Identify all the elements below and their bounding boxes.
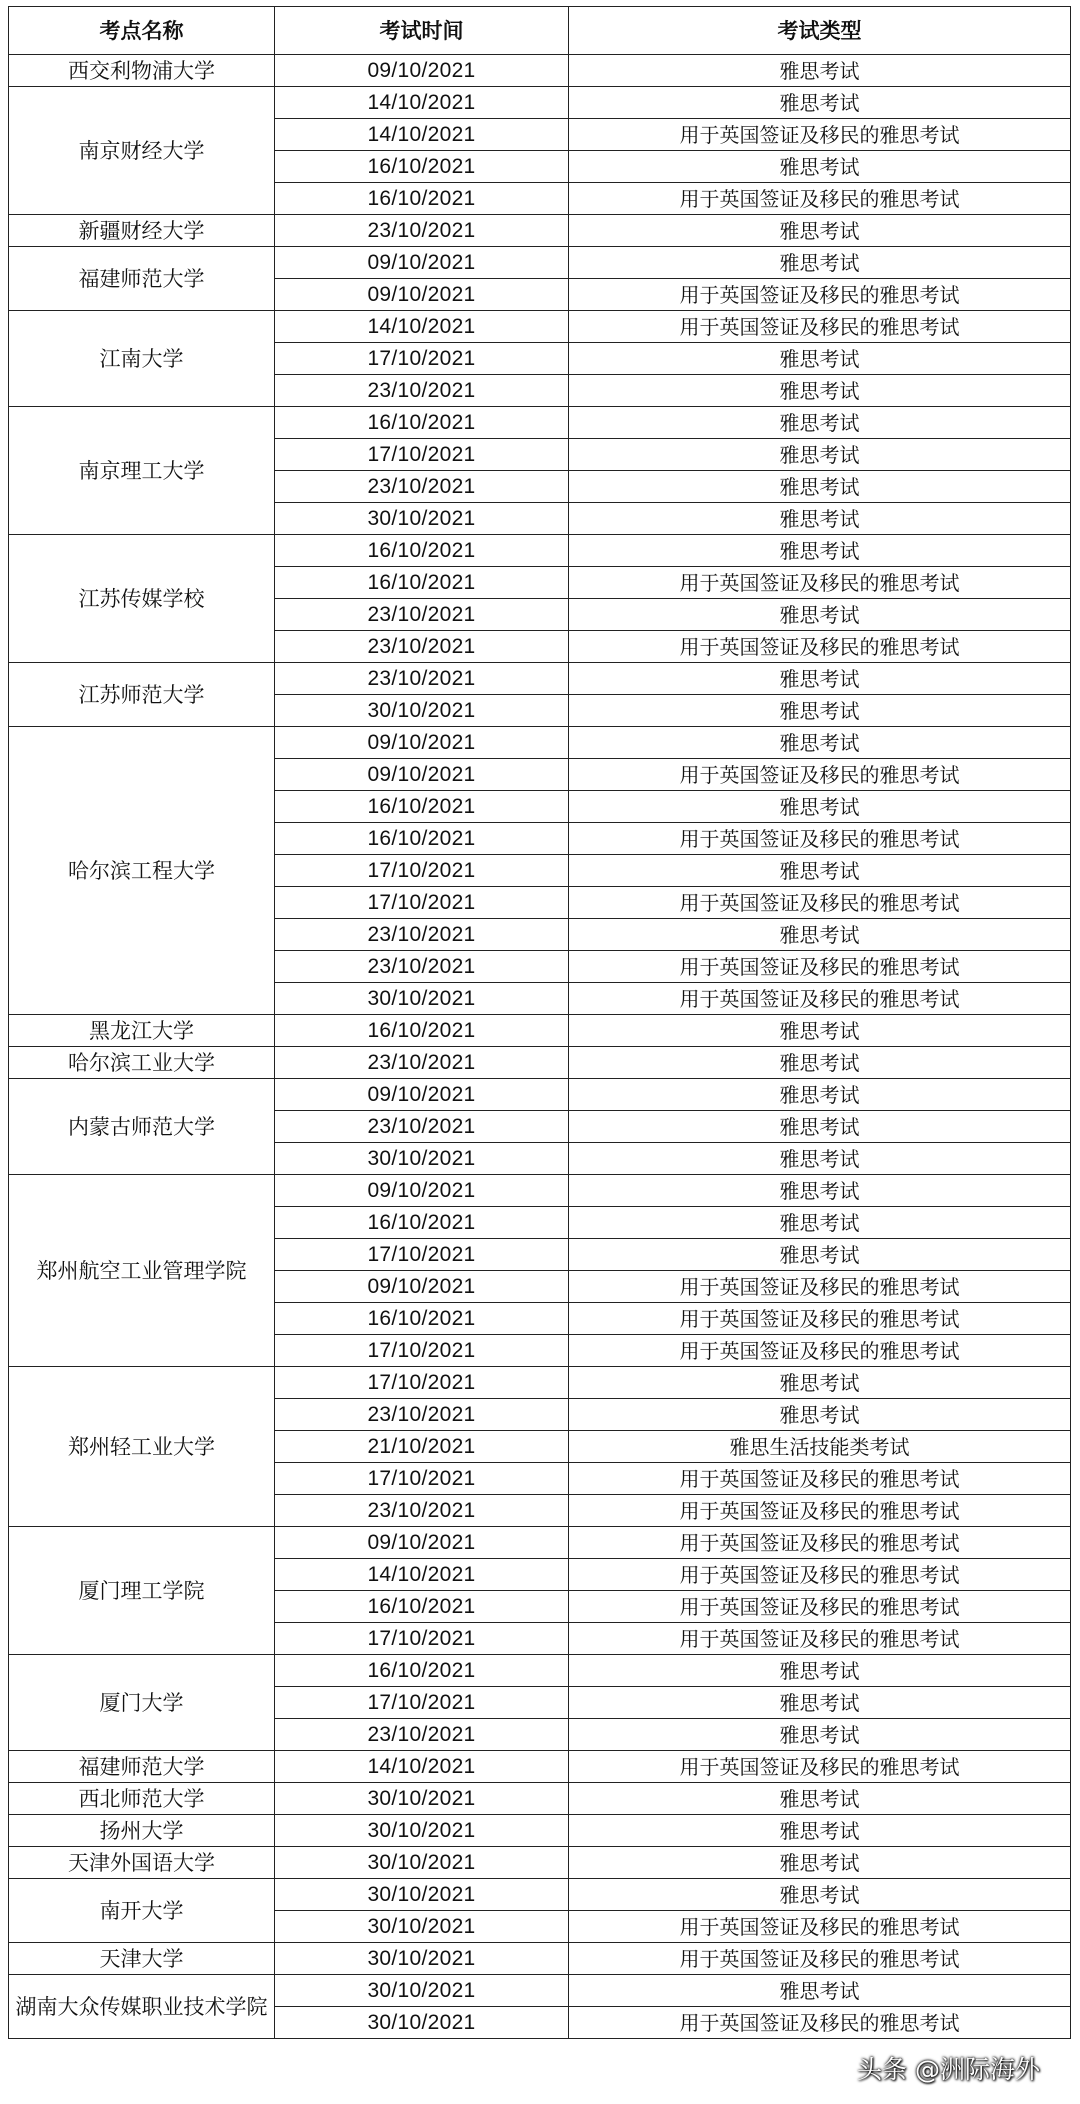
exam-date-cell: 14/10/2021 [275, 87, 569, 119]
exam-date-cell: 30/10/2021 [275, 1911, 569, 1943]
venue-name-cell: 哈尔滨工业大学 [9, 1047, 275, 1079]
exam-date-cell: 16/10/2021 [275, 1207, 569, 1239]
venue-name-cell: 江南大学 [9, 311, 275, 407]
exam-date-cell: 17/10/2021 [275, 855, 569, 887]
exam-date-cell: 16/10/2021 [275, 1015, 569, 1047]
exam-type-cell: 雅思考试 [569, 55, 1071, 87]
exam-type-cell: 雅思考试 [569, 215, 1071, 247]
exam-type-cell: 雅思考试 [569, 695, 1071, 727]
exam-type-cell: 雅思考试 [569, 87, 1071, 119]
exam-type-cell: 用于英国签证及移民的雅思考试 [569, 983, 1071, 1015]
table-row [9, 1975, 1071, 2007]
exam-type-cell: 雅思考试 [569, 1815, 1071, 1847]
exam-type-cell: 雅思考试 [569, 1047, 1071, 1079]
exam-type-cell: 用于英国签证及移民的雅思考试 [569, 1527, 1071, 1559]
exam-date-cell: 23/10/2021 [275, 471, 569, 503]
table-row [9, 407, 1071, 439]
exam-type-cell: 雅思考试 [569, 1687, 1071, 1719]
exam-date-cell: 14/10/2021 [275, 311, 569, 343]
exam-type-cell: 用于英国签证及移民的雅思考试 [569, 279, 1071, 311]
exam-type-cell: 雅思考试 [569, 1015, 1071, 1047]
exam-type-cell: 雅思考试 [569, 151, 1071, 183]
venue-name-cell: 厦门理工学院 [9, 1527, 275, 1655]
exam-date-cell: 09/10/2021 [275, 55, 569, 87]
exam-date-cell: 17/10/2021 [275, 439, 569, 471]
exam-type-cell: 用于英国签证及移民的雅思考试 [569, 1335, 1071, 1367]
venue-name-cell: 西交利物浦大学 [9, 55, 275, 87]
header-venue: 考点名称 [9, 7, 275, 55]
table-row [9, 215, 1071, 247]
exam-date-cell: 09/10/2021 [275, 1271, 569, 1303]
exam-date-cell: 23/10/2021 [275, 599, 569, 631]
table-row [9, 311, 1071, 343]
exam-date-cell: 09/10/2021 [275, 1527, 569, 1559]
exam-date-cell: 17/10/2021 [275, 1367, 569, 1399]
exam-type-cell: 雅思考试 [569, 1175, 1071, 1207]
exam-date-cell: 16/10/2021 [275, 791, 569, 823]
exam-date-cell: 09/10/2021 [275, 1175, 569, 1207]
exam-date-cell: 16/10/2021 [275, 1591, 569, 1623]
exam-type-cell: 雅思考试 [569, 375, 1071, 407]
exam-date-cell: 30/10/2021 [275, 2007, 569, 2039]
exam-date-cell: 23/10/2021 [275, 1719, 569, 1751]
exam-date-cell: 16/10/2021 [275, 567, 569, 599]
exam-type-cell: 雅思考试 [569, 247, 1071, 279]
venue-name-cell: 内蒙古师范大学 [9, 1079, 275, 1175]
table-row [9, 727, 1071, 759]
exam-type-cell: 用于英国签证及移民的雅思考试 [569, 631, 1071, 663]
exam-type-cell: 用于英国签证及移民的雅思考试 [569, 119, 1071, 151]
exam-date-cell: 17/10/2021 [275, 1463, 569, 1495]
exam-type-cell: 雅思考试 [569, 855, 1071, 887]
exam-date-cell: 30/10/2021 [275, 1943, 569, 1975]
exam-date-cell: 23/10/2021 [275, 215, 569, 247]
exam-type-cell: 用于英国签证及移民的雅思考试 [569, 1591, 1071, 1623]
exam-date-cell: 17/10/2021 [275, 343, 569, 375]
exam-type-cell: 雅思考试 [569, 407, 1071, 439]
exam-date-cell: 23/10/2021 [275, 919, 569, 951]
table-row [9, 1815, 1071, 1847]
exam-type-cell: 雅思考试 [569, 471, 1071, 503]
table-row [9, 1015, 1071, 1047]
exam-date-cell: 23/10/2021 [275, 1111, 569, 1143]
exam-date-cell: 16/10/2021 [275, 535, 569, 567]
table-row [9, 1751, 1071, 1783]
table-body [9, 55, 1071, 2039]
exam-date-cell: 21/10/2021 [275, 1431, 569, 1463]
exam-type-cell: 雅思考试 [569, 1239, 1071, 1271]
exam-type-cell: 雅思考试 [569, 1367, 1071, 1399]
exam-date-cell: 09/10/2021 [275, 727, 569, 759]
exam-type-cell: 用于英国签证及移民的雅思考试 [569, 183, 1071, 215]
exam-date-cell: 09/10/2021 [275, 247, 569, 279]
watermark: 头条 @洲际海外 [857, 2055, 1040, 2084]
exam-type-cell: 雅思考试 [569, 1783, 1071, 1815]
exam-date-cell: 16/10/2021 [275, 823, 569, 855]
exam-type-cell: 用于英国签证及移民的雅思考试 [569, 887, 1071, 919]
venue-name-cell: 厦门大学 [9, 1655, 275, 1751]
exam-type-cell: 雅思考试 [569, 791, 1071, 823]
exam-date-cell: 30/10/2021 [275, 695, 569, 727]
exam-date-cell: 14/10/2021 [275, 1559, 569, 1591]
exam-date-cell: 16/10/2021 [275, 407, 569, 439]
exam-date-cell: 30/10/2021 [275, 1783, 569, 1815]
venue-name-cell: 郑州航空工业管理学院 [9, 1175, 275, 1367]
exam-type-cell: 用于英国签证及移民的雅思考试 [569, 951, 1071, 983]
exam-type-cell: 用于英国签证及移民的雅思考试 [569, 1623, 1071, 1655]
table-row [9, 1847, 1071, 1879]
table-row [9, 55, 1071, 87]
venue-name-cell: 郑州轻工业大学 [9, 1367, 275, 1527]
exam-date-cell: 23/10/2021 [275, 951, 569, 983]
table-row [9, 1879, 1071, 1911]
exam-type-cell: 雅思考试 [569, 919, 1071, 951]
exam-type-cell: 雅思考试 [569, 663, 1071, 695]
table-row [9, 87, 1071, 119]
venue-name-cell: 福建师范大学 [9, 1751, 275, 1783]
exam-date-cell: 17/10/2021 [275, 1687, 569, 1719]
header-date: 考试时间 [275, 7, 569, 55]
exam-date-cell: 23/10/2021 [275, 663, 569, 695]
exam-date-cell: 17/10/2021 [275, 1239, 569, 1271]
exam-type-cell: 雅思考试 [569, 1655, 1071, 1687]
exam-date-cell: 14/10/2021 [275, 119, 569, 151]
exam-type-cell: 雅思生活技能类考试 [569, 1431, 1071, 1463]
exam-date-cell: 30/10/2021 [275, 503, 569, 535]
venue-name-cell: 天津外国语大学 [9, 1847, 275, 1879]
exam-date-cell: 09/10/2021 [275, 1079, 569, 1111]
exam-type-cell: 雅思考试 [569, 439, 1071, 471]
exam-type-cell: 雅思考试 [569, 1847, 1071, 1879]
table-row [9, 1079, 1071, 1111]
exam-type-cell: 用于英国签证及移民的雅思考试 [569, 1911, 1071, 1943]
venue-name-cell: 福建师范大学 [9, 247, 275, 311]
exam-type-cell: 雅思考试 [569, 599, 1071, 631]
exam-date-cell: 23/10/2021 [275, 1399, 569, 1431]
venue-name-cell: 哈尔滨工程大学 [9, 727, 275, 1015]
exam-type-cell: 雅思考试 [569, 1399, 1071, 1431]
table-row [9, 1783, 1071, 1815]
exam-date-cell: 17/10/2021 [275, 887, 569, 919]
exam-type-cell: 雅思考试 [569, 343, 1071, 375]
exam-type-cell: 用于英国签证及移民的雅思考试 [569, 1271, 1071, 1303]
exam-date-cell: 30/10/2021 [275, 1143, 569, 1175]
exam-schedule-table [8, 6, 1071, 2039]
exam-date-cell: 30/10/2021 [275, 983, 569, 1015]
exam-date-cell: 30/10/2021 [275, 1975, 569, 2007]
exam-date-cell: 23/10/2021 [275, 1495, 569, 1527]
exam-type-cell: 用于英国签证及移民的雅思考试 [569, 1943, 1071, 1975]
exam-type-cell: 雅思考试 [569, 1111, 1071, 1143]
exam-type-cell: 雅思考试 [569, 1879, 1071, 1911]
venue-name-cell: 南京理工大学 [9, 407, 275, 535]
exam-date-cell: 14/10/2021 [275, 1751, 569, 1783]
table-row [9, 535, 1071, 567]
exam-type-cell: 用于英国签证及移民的雅思考试 [569, 759, 1071, 791]
exam-date-cell: 09/10/2021 [275, 759, 569, 791]
table-row [9, 1175, 1071, 1207]
exam-date-cell: 23/10/2021 [275, 631, 569, 663]
exam-type-cell: 用于英国签证及移民的雅思考试 [569, 1559, 1071, 1591]
exam-date-cell: 16/10/2021 [275, 1303, 569, 1335]
exam-date-cell: 30/10/2021 [275, 1879, 569, 1911]
exam-type-cell: 雅思考试 [569, 503, 1071, 535]
venue-name-cell: 天津大学 [9, 1943, 275, 1975]
header-type: 考试类型 [569, 7, 1071, 55]
exam-type-cell: 雅思考试 [569, 1143, 1071, 1175]
venue-name-cell: 湖南大众传媒职业技术学院 [9, 1975, 275, 2039]
venue-name-cell: 扬州大学 [9, 1815, 275, 1847]
venue-name-cell: 黑龙江大学 [9, 1015, 275, 1047]
exam-date-cell: 16/10/2021 [275, 1655, 569, 1687]
venue-name-cell: 新疆财经大学 [9, 215, 275, 247]
exam-type-cell: 用于英国签证及移民的雅思考试 [569, 1463, 1071, 1495]
exam-date-cell: 17/10/2021 [275, 1335, 569, 1367]
table-row [9, 1943, 1071, 1975]
exam-type-cell: 雅思考试 [569, 1079, 1071, 1111]
venue-name-cell: 江苏传媒学校 [9, 535, 275, 663]
exam-type-cell: 用于英国签证及移民的雅思考试 [569, 2007, 1071, 2039]
table-row [9, 1047, 1071, 1079]
venue-name-cell: 南京财经大学 [9, 87, 275, 215]
venue-name-cell: 西北师范大学 [9, 1783, 275, 1815]
exam-date-cell: 30/10/2021 [275, 1847, 569, 1879]
exam-date-cell: 09/10/2021 [275, 279, 569, 311]
venue-name-cell: 江苏师范大学 [9, 663, 275, 727]
exam-date-cell: 17/10/2021 [275, 1623, 569, 1655]
exam-type-cell: 雅思考试 [569, 1207, 1071, 1239]
table-row [9, 1367, 1071, 1399]
table-row [9, 1527, 1071, 1559]
exam-type-cell: 雅思考试 [569, 1975, 1071, 2007]
exam-type-cell: 雅思考试 [569, 727, 1071, 759]
table-row [9, 1655, 1071, 1687]
table-row [9, 247, 1071, 279]
exam-date-cell: 16/10/2021 [275, 183, 569, 215]
exam-type-cell: 用于英国签证及移民的雅思考试 [569, 1495, 1071, 1527]
exam-type-cell: 用于英国签证及移民的雅思考试 [569, 567, 1071, 599]
exam-type-cell: 用于英国签证及移民的雅思考试 [569, 823, 1071, 855]
header-row [9, 7, 1071, 55]
exam-date-cell: 16/10/2021 [275, 151, 569, 183]
exam-type-cell: 雅思考试 [569, 1719, 1071, 1751]
exam-date-cell: 30/10/2021 [275, 1815, 569, 1847]
exam-type-cell: 用于英国签证及移民的雅思考试 [569, 1751, 1071, 1783]
exam-date-cell: 23/10/2021 [275, 375, 569, 407]
exam-type-cell: 用于英国签证及移民的雅思考试 [569, 311, 1071, 343]
exam-date-cell: 23/10/2021 [275, 1047, 569, 1079]
venue-name-cell: 南开大学 [9, 1879, 275, 1943]
exam-type-cell: 雅思考试 [569, 535, 1071, 567]
exam-type-cell: 用于英国签证及移民的雅思考试 [569, 1303, 1071, 1335]
table-row [9, 663, 1071, 695]
